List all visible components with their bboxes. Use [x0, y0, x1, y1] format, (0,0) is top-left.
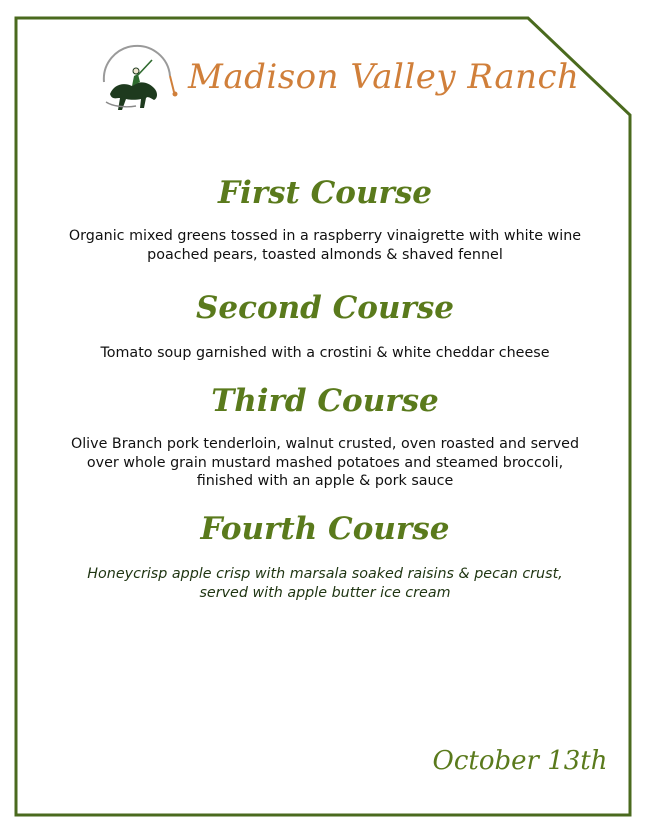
first-course-title: First Course [217, 175, 433, 211]
second-course-title: Second Course [195, 290, 455, 326]
third-course-title: Third Course [211, 383, 439, 419]
second-course-section [0, 290, 650, 363]
ranch-name: Madison Valley Ranch [188, 57, 580, 97]
fourth-course-description: Honeycrisp apple crisp with marsala soaked raisins & pecan crust, served with apple butter ice cream [87, 566, 563, 601]
third-course-section [0, 383, 650, 491]
fourth-course-title: Fourth Course [200, 511, 450, 547]
first-course-section [0, 175, 650, 264]
polo-horse-rider-icon [96, 42, 178, 116]
event-date: October 13th [432, 746, 608, 776]
fourth-course-section [0, 511, 650, 602]
second-course-description: Tomato soup garnished with a crostini & white cheddar cheese [100, 345, 550, 361]
third-course-description: Olive Branch pork tenderloin, walnut crusted, oven roasted and served over whole grain mustard mashed potatoes and steamed broccoli, finished with an apple & pork sauce [70, 436, 580, 489]
first-course-description: Organic mixed greens tossed in a raspberry vinaigrette with white wine poached pears, toasted almonds & shaved fennel [68, 228, 582, 263]
menu-header [96, 42, 580, 122]
